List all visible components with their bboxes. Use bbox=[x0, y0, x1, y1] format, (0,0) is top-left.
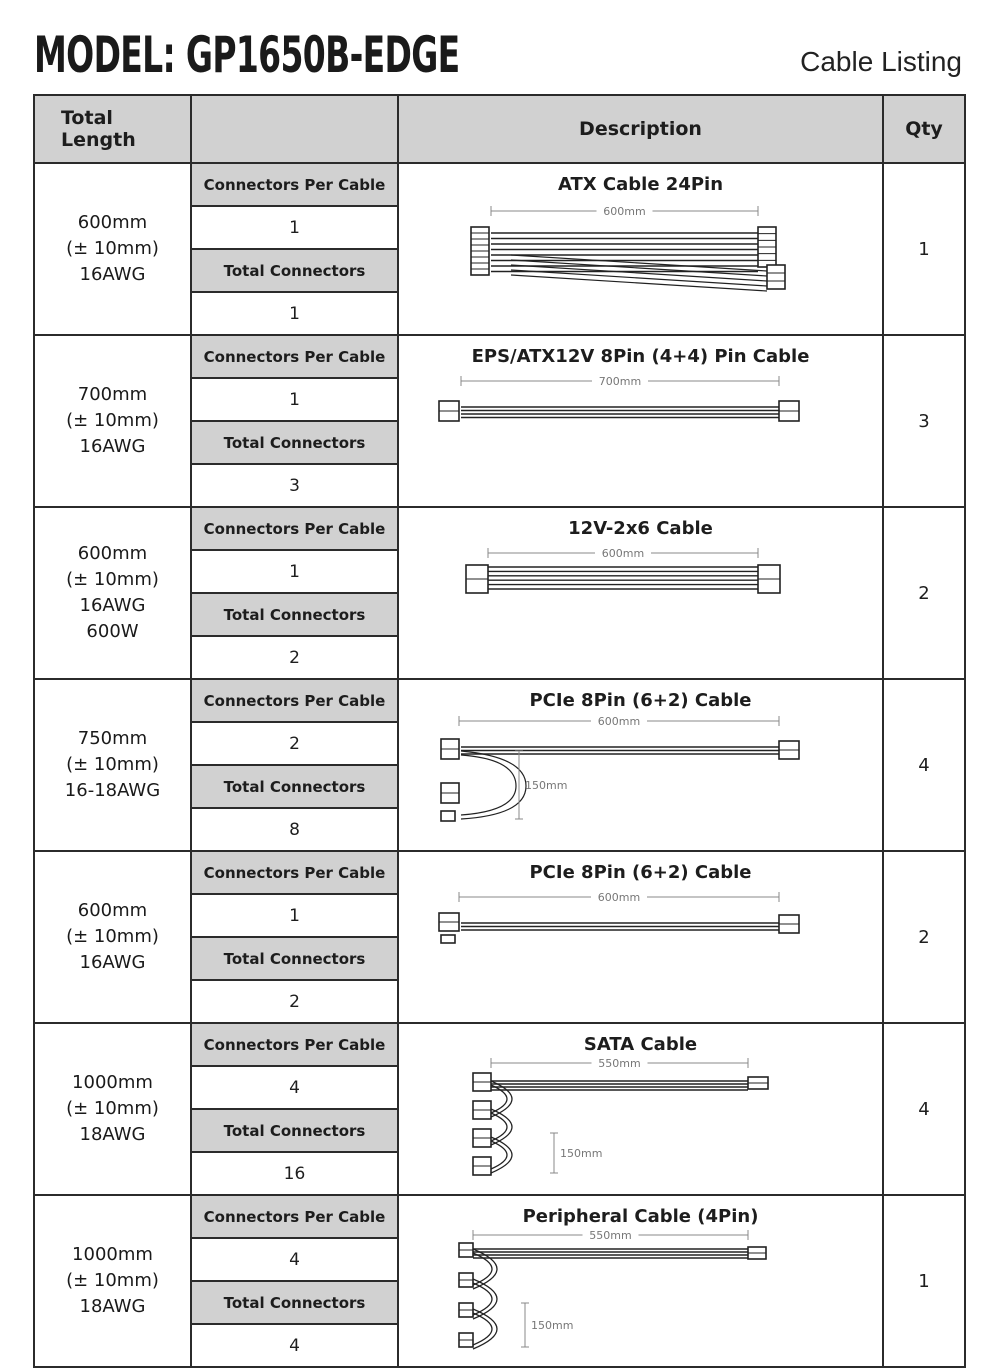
length-cell bbox=[34, 163, 191, 335]
connectors-cell bbox=[191, 507, 398, 679]
per-cable-value: 1 bbox=[192, 895, 397, 938]
cable-table bbox=[33, 94, 966, 1368]
table-row bbox=[34, 507, 965, 679]
length-line: 1000mm bbox=[72, 1072, 153, 1093]
per-cable-value: 1 bbox=[192, 551, 397, 594]
length-line: 700mm bbox=[77, 384, 148, 405]
connectors-cell bbox=[191, 1023, 398, 1195]
total-connectors-label: Total Connectors bbox=[192, 1282, 397, 1325]
length-line: (± 10mm) bbox=[66, 926, 159, 947]
description-cell bbox=[398, 851, 883, 1023]
length-line: 600mm bbox=[77, 900, 148, 921]
dimension-label: 550mm bbox=[588, 1229, 632, 1242]
length-line: 16AWG bbox=[79, 595, 146, 616]
cable-title: SATA Cable bbox=[583, 1034, 698, 1055]
qty-cell: 2 bbox=[883, 851, 965, 1023]
pcie-dual-cable-icon bbox=[421, 711, 861, 831]
description-cell bbox=[398, 1023, 883, 1195]
per-cable-value: 2 bbox=[192, 723, 397, 766]
dimension-label: 150mm bbox=[559, 1147, 602, 1160]
column-header-description: Description bbox=[398, 95, 883, 163]
length-cell bbox=[34, 1195, 191, 1367]
total-connectors-label: Total Connectors bbox=[192, 422, 397, 465]
table-row bbox=[34, 851, 965, 1023]
total-connectors-value: 1 bbox=[289, 303, 300, 324]
per-cable-label: Connectors Per Cable bbox=[192, 1196, 397, 1239]
dimension-label: 150mm bbox=[524, 779, 567, 792]
total-connectors-value: 3 bbox=[289, 475, 300, 496]
connectors-cell bbox=[191, 679, 398, 851]
length-line: (± 10mm) bbox=[66, 410, 159, 431]
total-connectors-value: 16 bbox=[283, 1163, 306, 1184]
cable-title: Peripheral Cable (4Pin) bbox=[522, 1206, 759, 1227]
length-line: 16AWG bbox=[79, 436, 146, 457]
length-cell bbox=[34, 507, 191, 679]
length-line: 600W bbox=[86, 621, 139, 642]
per-cable-value: 1 bbox=[192, 207, 397, 250]
total-connectors-label: Total Connectors bbox=[192, 938, 397, 981]
qty-cell: 4 bbox=[883, 1023, 965, 1195]
table-row bbox=[34, 163, 965, 335]
qty-cell: 1 bbox=[883, 163, 965, 335]
description-cell bbox=[398, 507, 883, 679]
connectors-cell bbox=[191, 1195, 398, 1367]
atx-24pin-cable-icon bbox=[421, 195, 861, 300]
length-line: (± 10mm) bbox=[66, 1270, 159, 1291]
model-title: MODEL: GP1650B-EDGE bbox=[34, 26, 460, 84]
12v-2x6-cable-icon bbox=[421, 539, 861, 639]
qty-cell: 1 bbox=[883, 1195, 965, 1367]
cable-title: PCIe 8Pin (6+2) Cable bbox=[529, 690, 752, 711]
total-connectors-label: Total Connectors bbox=[192, 594, 397, 637]
dimension-label: 150mm bbox=[530, 1319, 573, 1332]
length-line: 600mm bbox=[77, 212, 148, 233]
dimension-label: 600mm bbox=[597, 891, 640, 904]
total-connectors-value: 4 bbox=[289, 1335, 300, 1356]
description-cell bbox=[398, 1195, 883, 1367]
total-connectors-value: 2 bbox=[289, 991, 300, 1012]
cable-title: ATX Cable 24Pin bbox=[557, 174, 724, 195]
dimension-label: 600mm bbox=[597, 715, 640, 728]
connectors-cell bbox=[191, 851, 398, 1023]
per-cable-label: Connectors Per Cable bbox=[192, 164, 397, 207]
total-connectors-value: 8 bbox=[289, 819, 300, 840]
length-line: 1000mm bbox=[72, 1244, 153, 1265]
column-header-length: Total Length bbox=[34, 95, 191, 163]
length-line: 16-18AWG bbox=[64, 780, 161, 801]
length-line: 16AWG bbox=[79, 264, 146, 285]
description-cell bbox=[398, 163, 883, 335]
connectors-cell bbox=[191, 335, 398, 507]
length-cell bbox=[34, 335, 191, 507]
sata-cable-icon bbox=[421, 1055, 861, 1185]
dimension-label: 600mm bbox=[601, 547, 644, 560]
length-cell bbox=[34, 1023, 191, 1195]
length-line: 16AWG bbox=[79, 952, 146, 973]
dimension-label: 700mm bbox=[598, 375, 641, 388]
table-header-row bbox=[34, 95, 965, 163]
length-line: (± 10mm) bbox=[66, 238, 159, 259]
eps-8pin-cable-icon bbox=[421, 367, 861, 477]
table-row bbox=[34, 335, 965, 507]
column-header-connectors bbox=[191, 95, 398, 163]
per-cable-label: Connectors Per Cable bbox=[192, 680, 397, 723]
table-row bbox=[34, 1023, 965, 1195]
length-cell bbox=[34, 679, 191, 851]
pcie-single-cable-icon bbox=[421, 883, 861, 983]
table-row bbox=[34, 679, 965, 851]
per-cable-label: Connectors Per Cable bbox=[192, 508, 397, 551]
per-cable-value: 4 bbox=[192, 1067, 397, 1110]
per-cable-value: 4 bbox=[192, 1239, 397, 1282]
peripheral-4pin-cable-icon bbox=[421, 1227, 861, 1359]
dimension-label: 600mm bbox=[602, 205, 646, 218]
length-line: (± 10mm) bbox=[66, 754, 159, 775]
length-line: (± 10mm) bbox=[66, 569, 159, 590]
qty-cell: 3 bbox=[883, 335, 965, 507]
total-connectors-label: Total Connectors bbox=[192, 1110, 397, 1153]
total-connectors-value: 2 bbox=[289, 647, 300, 668]
cable-title: EPS/ATX12V 8Pin (4+4) Pin Cable bbox=[471, 346, 810, 367]
dimension-label: 550mm bbox=[597, 1057, 641, 1070]
length-line: 600mm bbox=[77, 543, 148, 564]
length-line: (± 10mm) bbox=[66, 1098, 159, 1119]
total-connectors-label: Total Connectors bbox=[192, 250, 397, 293]
per-cable-label: Connectors Per Cable bbox=[192, 1024, 397, 1067]
per-cable-value: 1 bbox=[192, 379, 397, 422]
per-cable-label: Connectors Per Cable bbox=[192, 336, 397, 379]
length-line: 18AWG bbox=[79, 1124, 146, 1145]
length-line: 750mm bbox=[77, 728, 148, 749]
cable-title: 12V-2x6 Cable bbox=[568, 518, 713, 539]
column-header-qty: Qty bbox=[883, 95, 965, 163]
connectors-cell bbox=[191, 163, 398, 335]
description-cell bbox=[398, 679, 883, 851]
table-row bbox=[34, 1195, 965, 1367]
total-connectors-label: Total Connectors bbox=[192, 766, 397, 809]
qty-cell: 2 bbox=[883, 507, 965, 679]
description-cell bbox=[398, 335, 883, 507]
per-cable-label: Connectors Per Cable bbox=[192, 852, 397, 895]
qty-cell: 4 bbox=[883, 679, 965, 851]
length-cell bbox=[34, 851, 191, 1023]
length-line: 18AWG bbox=[79, 1296, 146, 1317]
section-title: Cable Listing bbox=[800, 46, 962, 77]
cable-title: PCIe 8Pin (6+2) Cable bbox=[529, 862, 752, 883]
